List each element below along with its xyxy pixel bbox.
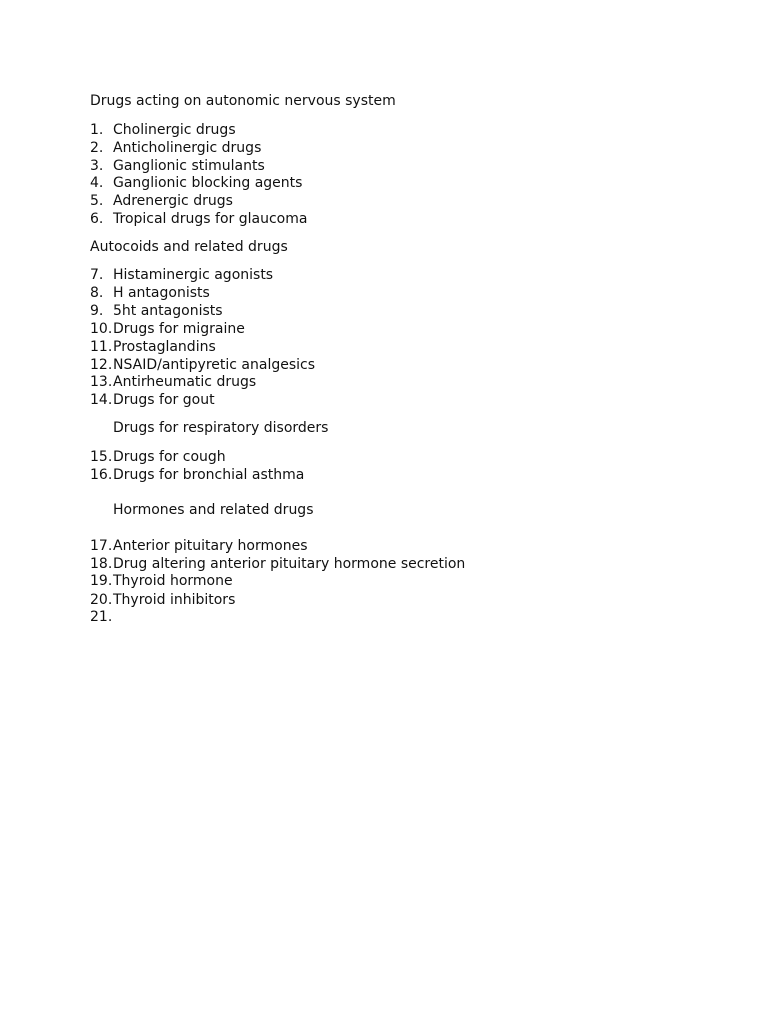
list-item: [90, 373, 256, 391]
list-item: [90, 284, 210, 302]
list-item: [90, 302, 223, 320]
list-item-number: 9.: [90, 303, 104, 319]
list-item: [90, 391, 215, 409]
list-item-text: 5ht antagonists: [113, 303, 223, 319]
list-item-text: Drugs for cough: [113, 449, 226, 465]
list-item: [90, 537, 308, 555]
list-item-number: 6.: [90, 211, 104, 227]
list-item: [90, 266, 273, 284]
list-item-text: Ganglionic stimulants: [113, 158, 265, 174]
list-item-text: NSAID/antipyretic analgesics: [113, 357, 316, 373]
list-item-number: 19.: [90, 573, 113, 589]
list-item: [90, 448, 226, 466]
list-item-number: 4.: [90, 175, 104, 191]
list-item-text: Tropical drugs for glaucoma: [113, 211, 308, 227]
list-item: [90, 466, 304, 484]
list-item-text: Adrenergic drugs: [113, 193, 233, 209]
section-heading-hormones: Hormones and related drugs: [113, 502, 314, 518]
list-item: [90, 320, 245, 338]
section-heading-autonomic: Drugs acting on autonomic nervous system: [90, 93, 396, 109]
list-item: [90, 608, 113, 626]
list-item: [90, 192, 233, 210]
list-item-text: Drug altering anterior pituitary hormone secretion: [113, 556, 466, 572]
list-item-number: 20.: [90, 592, 113, 608]
list-item-number: 5.: [90, 193, 104, 209]
list-item: [90, 356, 315, 374]
list-item-text: Thyroid inhibitors: [113, 592, 236, 608]
list-item-text: Prostaglandins: [113, 339, 216, 355]
list-item-number: 1.: [90, 122, 104, 138]
section-heading-autocoids: Autocoids and related drugs: [90, 239, 288, 255]
list-item-number: 14.: [90, 392, 113, 408]
list-item: [90, 591, 235, 609]
list-item-number: 18.: [90, 556, 113, 572]
list-item-text: Ganglionic blocking agents: [113, 175, 303, 191]
list-item: [90, 121, 236, 139]
list-item-number: 7.: [90, 267, 104, 283]
list-item-number: 17.: [90, 538, 113, 554]
list-item-text: Anticholinergic drugs: [113, 140, 262, 156]
list-item-number: 3.: [90, 158, 104, 174]
list-item: [90, 210, 307, 228]
list-item-text: Histaminergic agonists: [113, 267, 274, 283]
list-item: [90, 157, 265, 175]
list-item: [90, 174, 302, 192]
list-item-text: Antirheumatic drugs: [113, 374, 257, 390]
list-item-text: Drugs for bronchial asthma: [113, 467, 305, 483]
list-item: [90, 555, 465, 573]
list-item-number: 13.: [90, 374, 113, 390]
list-item-number: 11.: [90, 339, 113, 355]
list-item-number: 21.: [90, 609, 113, 625]
list-item-number: 16.: [90, 467, 113, 483]
list-item-number: 8.: [90, 285, 104, 301]
section-heading-respiratory: Drugs for respiratory disorders: [113, 420, 329, 436]
list-item-text: Thyroid hormone: [113, 573, 233, 589]
list-item-text: Drugs for gout: [113, 392, 215, 408]
list-item: [90, 572, 233, 590]
list-item: [90, 139, 261, 157]
list-item-text: H antagonists: [113, 285, 210, 301]
list-item: [90, 338, 216, 356]
list-item-number: 2.: [90, 140, 104, 156]
list-item-number: 12.: [90, 357, 113, 373]
list-item-text: Cholinergic drugs: [113, 122, 236, 138]
list-item-text: Drugs for migraine: [113, 321, 245, 337]
list-item-number: 10.: [90, 321, 113, 337]
list-item-number: 15.: [90, 449, 113, 465]
list-item-text: Anterior pituitary hormones: [113, 538, 308, 554]
